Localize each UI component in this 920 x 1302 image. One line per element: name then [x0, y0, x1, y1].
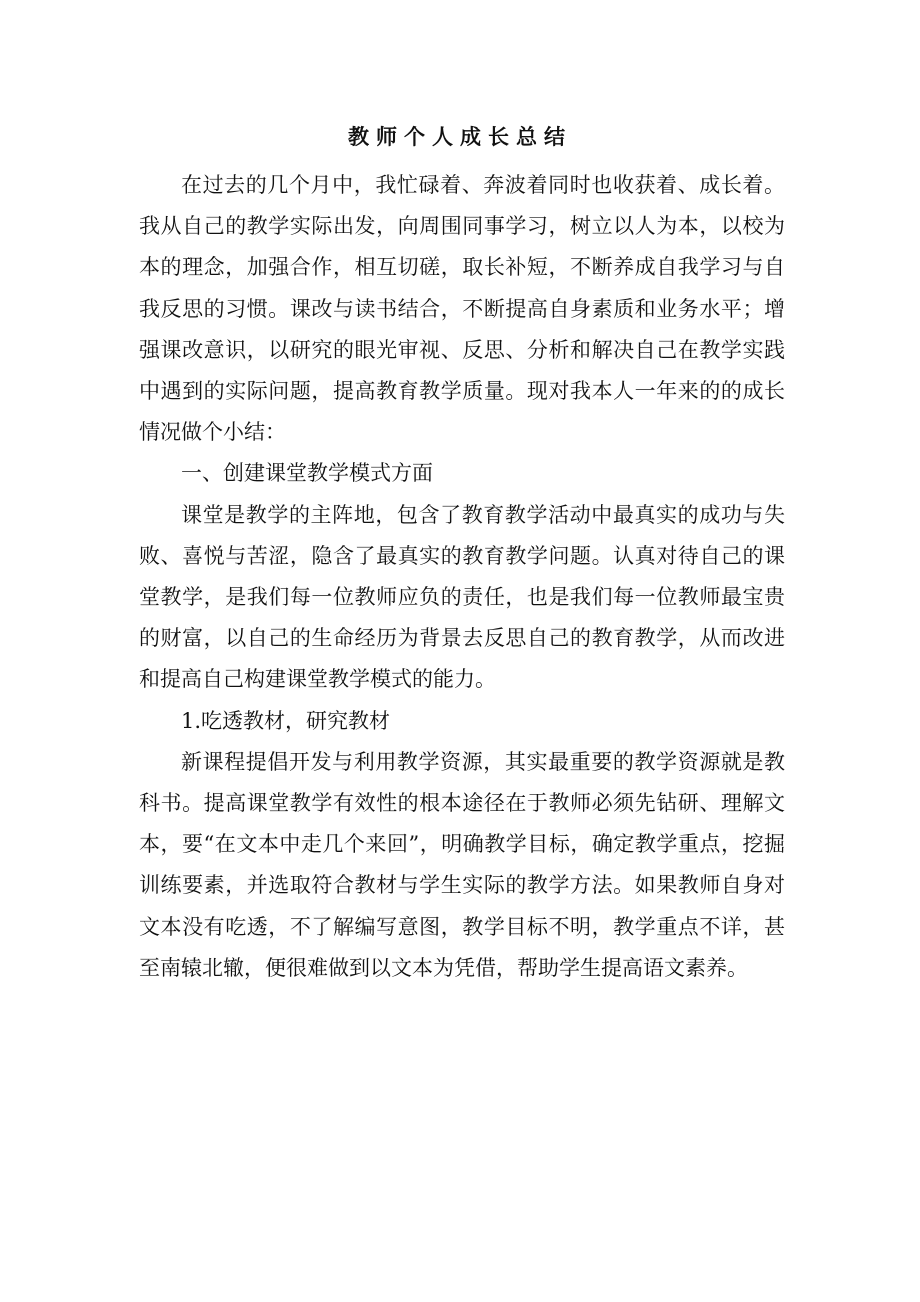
subsection-heading-1: 1.吃透教材，研究教材 [181, 708, 391, 733]
section-paragraph-1: 课堂是教学的主阵地，包含了教育教学活动中最真实的成功与失败、喜悦与苦涩，隐含了最真实的教育教学问题。认真对待自己的课堂教学，是我们每一位教师应负的责任，也是我们每一位教师最宝贵的财富，以自己的生命经历为背景去反思自己的教育教学，从而改进和提高自己构建课堂教学模式的能力。 [139, 502, 785, 692]
document-body [139, 165, 785, 989]
subsection-paragraph-1: 新课程提倡开发与利用教学资源，其实最重要的教学资源就是教科书。提高课堂教学有效性的根本途径在于教师必须先钻研、理解文本，要“在文本中走几个来回”，明确教学目标，确定教学重点，挖掘训练要素，并选取符合教材与学生实际的教学方法。如果教师自身对文本没有吃透，不了解编写意图，教学目标不明，教学重点不详，甚至南辕北辙，便很难做到以文本为凭借，帮助学生提高语文素养。 [139, 749, 785, 980]
document-title: 教师个人成长总结 [348, 124, 572, 149]
section-heading-1: 一、创建课堂教学模式方面 [181, 461, 433, 486]
intro-paragraph: 在过去的几个月中，我忙碌着、奔波着同时也收获着、成长着。我从自己的教学实际出发，向周围同事学习，树立以人为本，以校为本的理念，加强合作，相互切磋，取长补短，不断养成自我学习与自我反思的习惯。课改与读书结合，不断提高自身素质和业务水平；增强课改意识，以研究的眼光审视、反思、分析和解决自己在教学实践中遇到的实际问题，提高教育教学质量。现对我本人一年来的的成长情况做个小结： [139, 173, 785, 445]
